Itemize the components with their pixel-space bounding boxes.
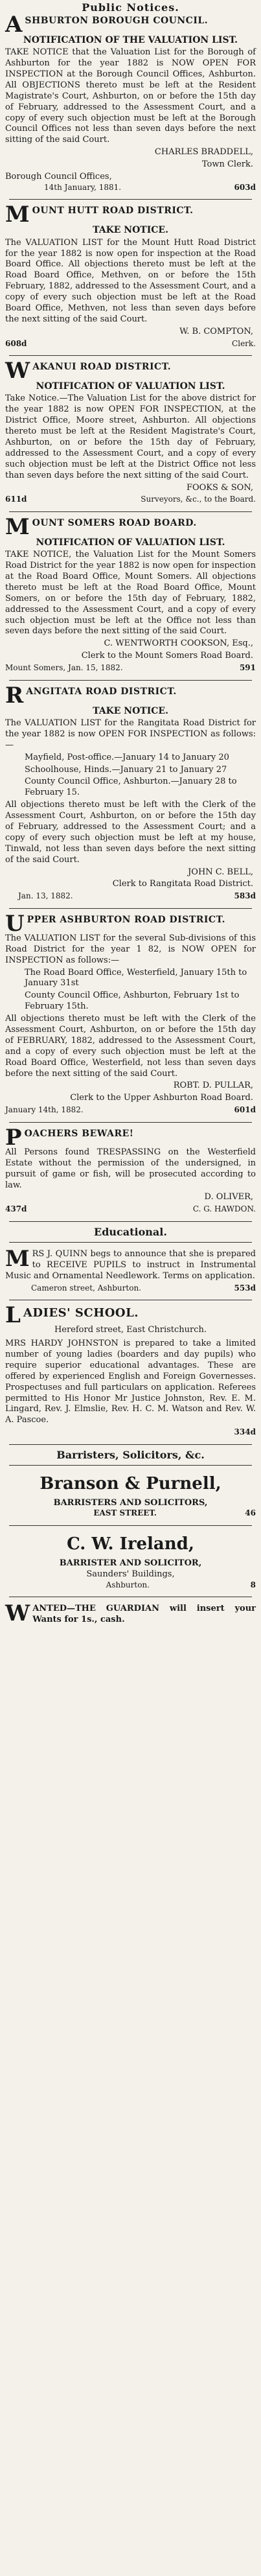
firm-line-1: BARRISTER AND SOLICITOR,	[59, 1558, 202, 1568]
schedule-item: County Council Office, Ashburton, February 1st to February 15th.	[25, 990, 240, 1012]
ad-signer: C. WENTWORTH COOKSON, Esq.,	[104, 638, 253, 649]
ad-ref: 601d	[234, 1105, 256, 1115]
ad-place: Borough Council Offices,	[5, 171, 112, 181]
ad-subtitle: TAKE NOTICE.	[93, 225, 168, 236]
ad-title: SHBURTON BOROUGH COUNCIL.	[25, 16, 209, 26]
firm-line-3: Ashburton.	[106, 1580, 150, 1589]
ad-title: OACHERS BEWARE!	[24, 1128, 134, 1139]
dropcap: M	[5, 202, 30, 228]
ad-signer-title: Clerk.	[232, 338, 256, 348]
divider	[9, 1465, 252, 1466]
ad-mount-somers	[3, 516, 258, 676]
ad-title: ADIES' SCHOOL.	[23, 1306, 139, 1320]
ad-signer: D. OLIVER,	[204, 1192, 253, 1202]
firm-line-2: EAST STREET.	[93, 1508, 157, 1518]
ad-body-2: All objections thereto must be left with the Clerk of the Assessment Court, Ashburton, on or before the 15th day of FEBRUARY, 1882, addressed to the Assessment Court, and a copy of every such objection must be left at the Road Board Office, Westerfield, not less than seven days before the next sitting of the said Court.	[5, 1014, 256, 1079]
ad-poachers	[3, 1124, 258, 1217]
ad-body: The VALUATION LIST for the Mount Hutt Road District for the year 1882 is now open for inspection at the Road Board Office. All objections thereto must be left at the Road Board Office, Methven, on or before the 15th February, 1882, addressed to the Assessment Court, and a copy of every such objection must be left at the Road Board Office, Methven, not less than seven days before the next sitting of the said Court.	[5, 237, 256, 324]
ad-body: All Persons found TRESPASSING on the Westerfield Estate without the permission of the undersigned, in pursuit of game or fish, will be prosecuted according to law.	[5, 1147, 256, 1190]
ad-body: Take Notice.—The Valuation List for the above district for the year 1882 is now OPEN FOR INSPECTION, at the District Office, Moore street, Ashburton. All objections thereto must be left at the Resident Magistrate's Court, Ashburton, on or before the 15th day of February, addressed to the Assessment Court, and a copy of every such objection must be left at the District Office not less than seven days before the next sitting of the said Court.	[5, 393, 256, 480]
dropcap: W	[5, 358, 30, 384]
ad-wakanui	[3, 360, 258, 508]
section-header-educational: Educational.	[94, 1225, 167, 1238]
ad-signer-title: Clerk to the Upper Ashburton Road Board.	[70, 1093, 253, 1103]
ad-ref: 334d	[234, 1427, 256, 1437]
ad-date: January 14th, 1882.	[5, 1105, 84, 1115]
ad-mount-hutt	[3, 204, 258, 351]
ad-ref: 8	[250, 1580, 256, 1589]
ad-ref: 608d	[5, 338, 27, 348]
ad-title: OUNT HUTT ROAD DISTRICT.	[32, 205, 194, 217]
ad-ref: 583d	[234, 891, 256, 901]
schedule-item: The Road Board Office, Westerfield, January 15th to January 31st	[25, 967, 247, 989]
dropcap: U	[5, 910, 25, 937]
dropcap: L	[5, 1302, 21, 1329]
dropcap: M	[5, 1245, 30, 1272]
dropcap: W	[5, 1600, 30, 1627]
divider	[9, 1242, 252, 1243]
dropcap: M	[5, 514, 30, 541]
ad-body: RS J. QUINN begs to announce that she is prepared to RECEIVE PUPILS to instruct in Instrumental Music and Ornamental Needlework. Terms on application.	[5, 1248, 256, 1281]
ad-date: 14th January, 1881.	[44, 182, 122, 192]
firm-name: C. W. Ireland,	[67, 1534, 194, 1554]
firm-name: Branson & Purnell,	[40, 1473, 221, 1493]
ad-ref: 611d	[5, 495, 27, 504]
ad-signer: JOHN C. BELL,	[188, 867, 253, 877]
ad-ref: 591	[239, 663, 256, 673]
schedule-item: Schoolhouse, Hinds.—January 21 to January 27	[25, 764, 227, 775]
ad-date: Mount Somers, Jan. 15, 1882.	[5, 663, 123, 673]
ad-title: AKANUI ROAD DISTRICT.	[32, 362, 172, 373]
ad-signer-title: Clerk to Rangitata Road District.	[112, 879, 253, 889]
ad-body: ANTED—THE GUARDIAN will insert your Wants for 1s., cash.	[32, 1604, 256, 1625]
divider	[9, 199, 252, 200]
ad-upper-ashburton	[3, 910, 258, 1118]
ad-signer-title: Town Clerk.	[201, 159, 253, 170]
ad-ref: 437d	[5, 1204, 27, 1214]
ad-signer: CHARLES BRADDELL,	[154, 147, 253, 158]
ad-body: TAKE NOTICE that the Valuation List for the Borough of Ashburton for the year 1882 is NOW OPEN FOR INSPECTION at the Borough Council Offices, Ashburton. All OBJECTIONS thereto must be left at the Resident Magistrate's Court, Ashburton, on or before the 15th day of February, addressed to the Assessment Court, and a copy of every such objection must be left at the Borough Council Offices not less than seven days before the next sitting of the said Court.	[5, 47, 256, 145]
section-header-barristers: Barristers, Solicitors, &c.	[56, 1448, 205, 1461]
divider	[9, 355, 252, 356]
ad-signer-title: Surveyors, &c., to the Board.	[141, 495, 256, 504]
dropcap: R	[5, 682, 24, 708]
ad-address: Hereford street, East Christchurch.	[54, 1325, 207, 1335]
ad-signer: W. B. COMPTON,	[179, 326, 253, 336]
ad-signer: FOOKS & SON,	[186, 482, 253, 493]
dropcap: P	[5, 1124, 22, 1151]
ad-subtitle: NOTIFICATION OF THE VALUATION LIST.	[23, 35, 238, 45]
ad-branson-purnell	[3, 1469, 258, 1521]
ad-body-2: All objections thereto must be left with the Clerk of the Assessment Court, Ashburton, on or before the 15th day of February, addressed to the Assessment Court; and a copy of every such objection must be left at my house, Tinwald, not less than seven days before the next sitting of the said Court.	[5, 800, 256, 865]
ad-signer: ROBT. D. PULLAR,	[173, 1081, 253, 1091]
ad-title: ANGITATA ROAD DISTRICT.	[26, 686, 177, 697]
divider	[9, 1444, 252, 1445]
ad-ref: 553d	[234, 1283, 256, 1293]
ad-signer-title: Clerk to the Mount Somers Road Board.	[81, 651, 253, 661]
ad-body: The VALUATION LIST for the several Sub-divisions of this Road District for the year 1 82, is NOW OPEN for INSPECTION as follows:—	[5, 933, 256, 965]
divider	[9, 511, 252, 512]
divider	[9, 680, 252, 681]
ad-signer-2: C. G. HAWDON.	[192, 1204, 256, 1214]
ad-body: The VALUATION LIST for the Rangitata Road District for the year 1882 is now OPEN FOR INSPECTION as follows:—	[5, 718, 256, 750]
ad-subtitle: NOTIFICATION OF VALUATION LIST.	[36, 381, 225, 392]
ad-title: PPER ASHBURTON ROAD DISTRICT.	[27, 914, 226, 925]
ad-ireland	[3, 1530, 258, 1593]
divider	[9, 1122, 252, 1123]
divider	[9, 1525, 252, 1526]
ad-wanted	[3, 1601, 258, 1630]
schedule-item: Mayfield, Post-office.—January 14 to January 20	[25, 752, 229, 762]
ad-subtitle: TAKE NOTICE.	[93, 705, 168, 716]
divider	[9, 908, 252, 909]
ad-body: TAKE NOTICE, the Valuation List for the Mount Somers Road District for the year 1882 is now open for inspection at the Road Board Office, Mount Somers. All objections thereto must be left at the Road Board Office, Mount Somers, on or before the 15th day of February, 1882, addressed to the Assessment Court, and a copy of every such objection must be left at the Office not less than seven days before the next sitting of the said Court.	[5, 550, 256, 637]
ad-ladies-school	[3, 1304, 258, 1440]
ad-address: Cameron street, Ashburton.	[31, 1283, 141, 1293]
ad-ref: 46	[245, 1508, 256, 1518]
ad-body: MRS HARDY JOHNSTON is prepared to take a limited number of young ladies (boarders and day pupils) who require superior educational advantages. These are offered by experienced English and Foreign Governesses. Prospectuses and full particulars on application. Referees permitted to His Honor Mr Justice Johnston, Rev. E. M. Lingard, Rev. J. Elmslie, Rev. H. C. M. Watson and Rev. W. A. Pascoe.	[5, 1339, 256, 1425]
dropcap: A	[5, 12, 23, 38]
ad-quinn	[3, 1247, 258, 1296]
ad-ashburton-borough	[3, 14, 258, 195]
ad-ref: 603d	[234, 182, 256, 192]
firm-line-1: BARRISTERS AND SOLICITORS,	[53, 1497, 208, 1508]
firm-line-2: Saunders' Buildings,	[86, 1569, 175, 1579]
section-header-public-notices: Public Notices.	[82, 1, 179, 14]
ad-title: OUNT SOMERS ROAD BOARD.	[32, 518, 197, 529]
ad-date: Jan. 13, 1882.	[18, 891, 73, 901]
ad-subtitle: NOTIFICATION OF VALUATION LIST.	[36, 537, 225, 548]
divider	[9, 1221, 252, 1222]
ad-rangitata	[3, 682, 258, 904]
schedule-item: County Council Office, Ashburton.—January 28 to February 15.	[25, 777, 237, 798]
